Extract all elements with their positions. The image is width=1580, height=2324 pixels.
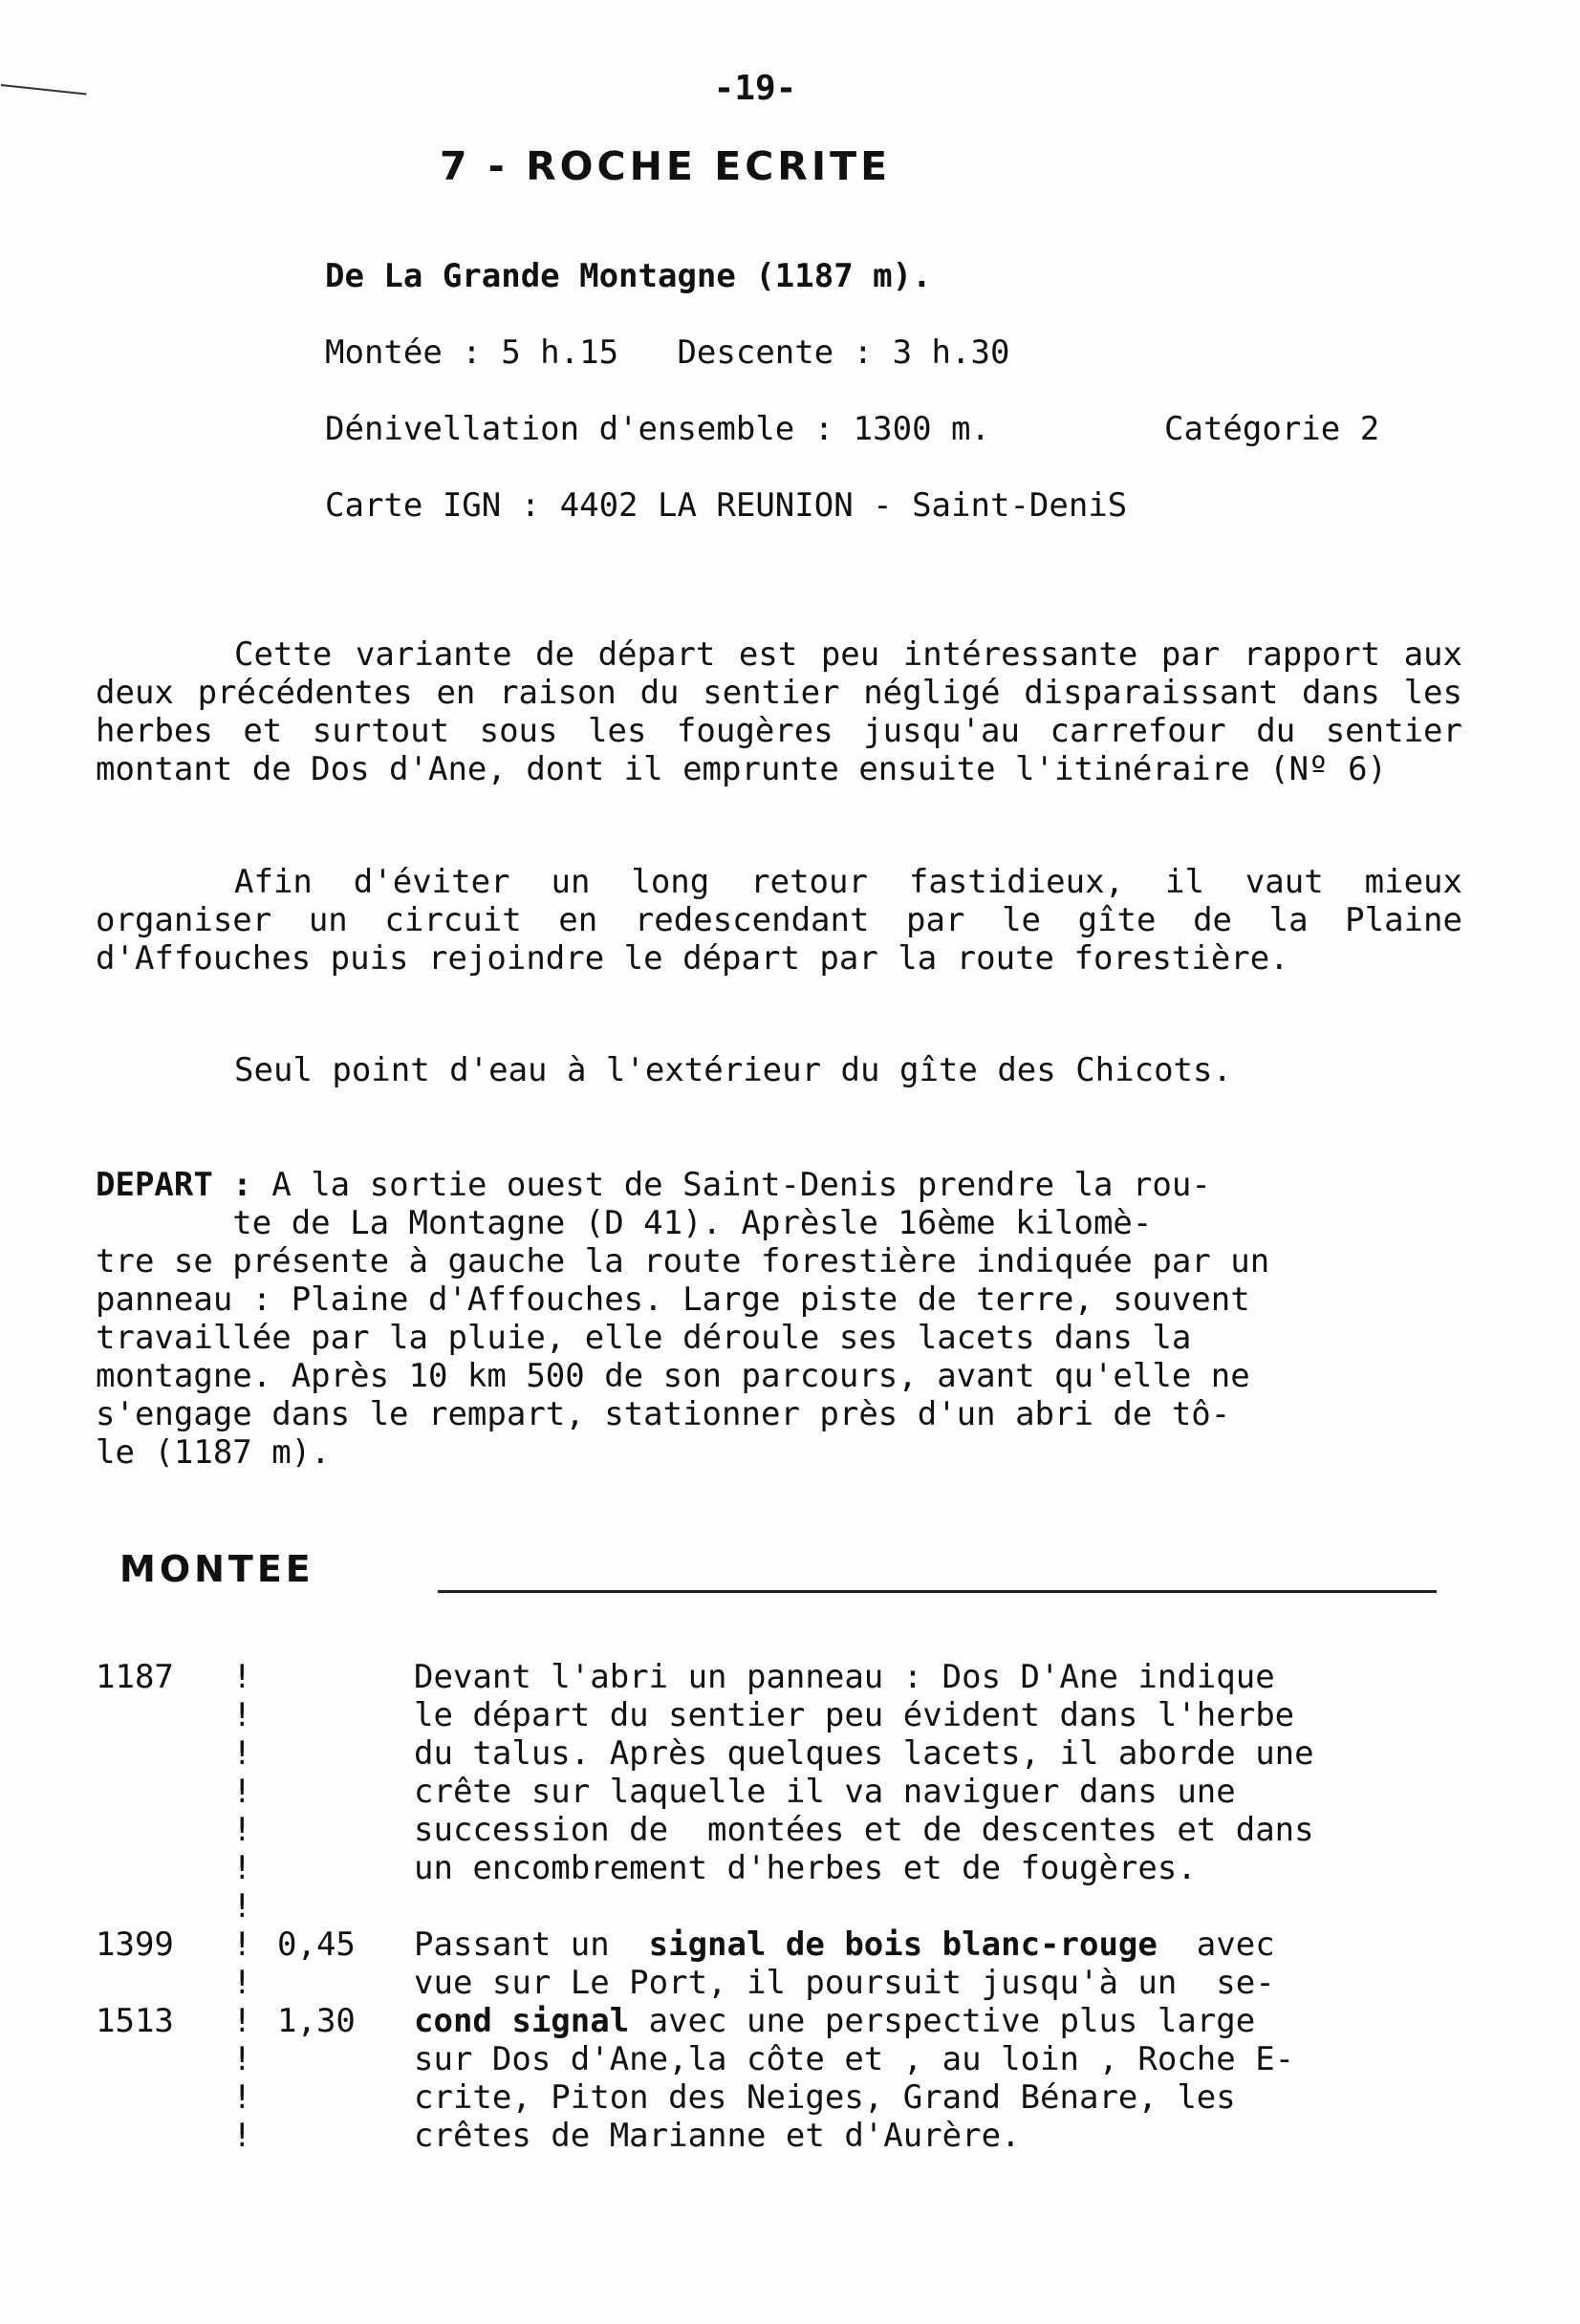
water-paragraph: Seul point d'eau à l'extérieur du gîte des Chicots. xyxy=(234,1051,1232,1089)
column-separator: ! xyxy=(232,1926,252,1964)
info-map: Carte IGN : 4402 LA REUNION - Saint-DeniS xyxy=(325,486,1128,525)
corner-mark xyxy=(0,84,87,112)
log-line: crête sur laquelle il va naviguer dans une xyxy=(414,1773,1236,1811)
column-separator: ! xyxy=(232,1773,252,1811)
page-title: 7 - ROCHE ECRITE xyxy=(440,143,892,189)
depart-line-6: s'engage dans le rempart, stationner près d'un abri de tô- xyxy=(96,1395,1231,1433)
log-row xyxy=(96,2078,1482,2117)
log-line: vue sur Le Port, il poursuit jusqu'à un se- xyxy=(414,1964,1275,2002)
column-separator: ! xyxy=(232,1849,252,1887)
log-line: un encombrement d'herbes et de fougères. xyxy=(414,1849,1197,1887)
column-separator: ! xyxy=(232,2040,252,2078)
distance: 1,30 xyxy=(277,2002,356,2040)
depart-line-5: montagne. Après 10 km 500 de son parcours, avant qu'elle ne xyxy=(96,1357,1250,1395)
depart-line-7: le (1187 m). xyxy=(96,1433,331,1472)
log-line: succession de montées et de descentes et dans xyxy=(414,1811,1314,1849)
log-line xyxy=(414,1887,1482,1926)
info-times: Montée : 5 h.15 Descente : 3 h.30 xyxy=(325,334,1010,372)
depart-line-0 xyxy=(96,1166,1462,1204)
circuit-paragraph: Afin d'éviter un long retour fastidieux, il vaut mieux organiser un circuit en redescendant par le gîte de la Plaine d'Affouches puis rejoindre le départ par la route forestière. xyxy=(96,863,1462,978)
log-highlight: signal de bois blanc-rouge xyxy=(648,1926,1158,1964)
info-start-text: De La Grande Montagne (1187 m). xyxy=(325,257,932,295)
log-text: avec une perspective plus large xyxy=(629,2002,1256,2040)
depart-block xyxy=(96,1166,1462,1472)
column-separator: ! xyxy=(232,1964,252,2002)
column-separator: ! xyxy=(232,1658,252,1696)
log-line: crite, Piton des Neiges, Grand Bénare, les xyxy=(414,2078,1236,2117)
depart-line-0-text: A la sortie ouest de Saint-Denis prendre la rou- xyxy=(271,1166,1211,1204)
log-line: du talus. Après quelques lacets, il aborde une xyxy=(414,1734,1314,1773)
log-row xyxy=(96,1773,1482,1811)
section-rule xyxy=(438,1590,1437,1593)
log-line: le départ du sentier peu évident dans l'herbe xyxy=(414,1696,1295,1734)
column-separator: ! xyxy=(232,1696,252,1734)
column-separator: ! xyxy=(232,2002,252,2040)
column-separator: ! xyxy=(232,1734,252,1773)
altitude: 1399 xyxy=(96,1926,174,1964)
log-text: avec xyxy=(1157,1926,1275,1964)
log-row xyxy=(96,2002,1482,2040)
info-category: Catégorie 2 xyxy=(1164,410,1380,448)
distance: 0,45 xyxy=(277,1926,356,1964)
log-row xyxy=(96,1734,1482,1773)
altitude: 1513 xyxy=(96,2002,174,2040)
log-row xyxy=(96,2117,1482,2155)
page-number: -19- xyxy=(713,69,797,108)
log-row xyxy=(96,1658,1482,1696)
intro-paragraph: Cette variante de départ est peu intéressante par rapport aux deux précédentes en raison du sentier négligé disparaissant dans les herbes et surtout sous les fougères jusqu'au carrefour du sentier montant de Dos d'Ane, dont il emprunte ensuite l'itinéraire (Nº 6) xyxy=(96,635,1462,788)
log-highlight: cond signal xyxy=(414,2002,630,2040)
log-row xyxy=(96,1696,1482,1734)
log-line xyxy=(414,1926,1482,1964)
log-line: sur Dos d'Ane,la côte et , au loin , Roche E- xyxy=(414,2040,1295,2078)
log-line: Devant l'abri un panneau : Dos D'Ane indique xyxy=(414,1658,1275,1696)
route-log xyxy=(96,1658,1482,2155)
depart-line-2: tre se présente à gauche la route forestière indiquée par un xyxy=(96,1242,1270,1280)
altitude: 1187 xyxy=(96,1658,174,1696)
depart-line-4: travaillée par la pluie, elle déroule ses lacets dans la xyxy=(96,1319,1192,1357)
depart-label: DEPART : xyxy=(96,1166,252,1204)
info-start xyxy=(325,257,932,295)
log-row xyxy=(96,1926,1482,1964)
log-line xyxy=(414,2002,1482,2040)
column-separator: ! xyxy=(232,2078,252,2117)
column-separator: ! xyxy=(232,1887,252,1926)
log-row xyxy=(96,1811,1482,1849)
column-separator: ! xyxy=(232,2117,252,2155)
depart-line-1: te de La Montagne (D 41). Aprèsle 16ème kilomè- xyxy=(96,1204,1153,1242)
info-elevation: Dénivellation d'ensemble : 1300 m. xyxy=(325,410,990,448)
log-row xyxy=(96,2040,1482,2078)
section-heading: MONTEE xyxy=(119,1548,314,1590)
log-row xyxy=(96,1887,1482,1926)
log-line: crêtes de Marianne et d'Aurère. xyxy=(414,2117,1021,2155)
column-separator: ! xyxy=(232,1811,252,1849)
log-row xyxy=(96,1849,1482,1887)
log-text: Passant un xyxy=(414,1926,649,1964)
log-row xyxy=(96,1964,1482,2002)
depart-line-3: panneau : Plaine d'Affouches. Large piste de terre, souvent xyxy=(96,1280,1250,1319)
